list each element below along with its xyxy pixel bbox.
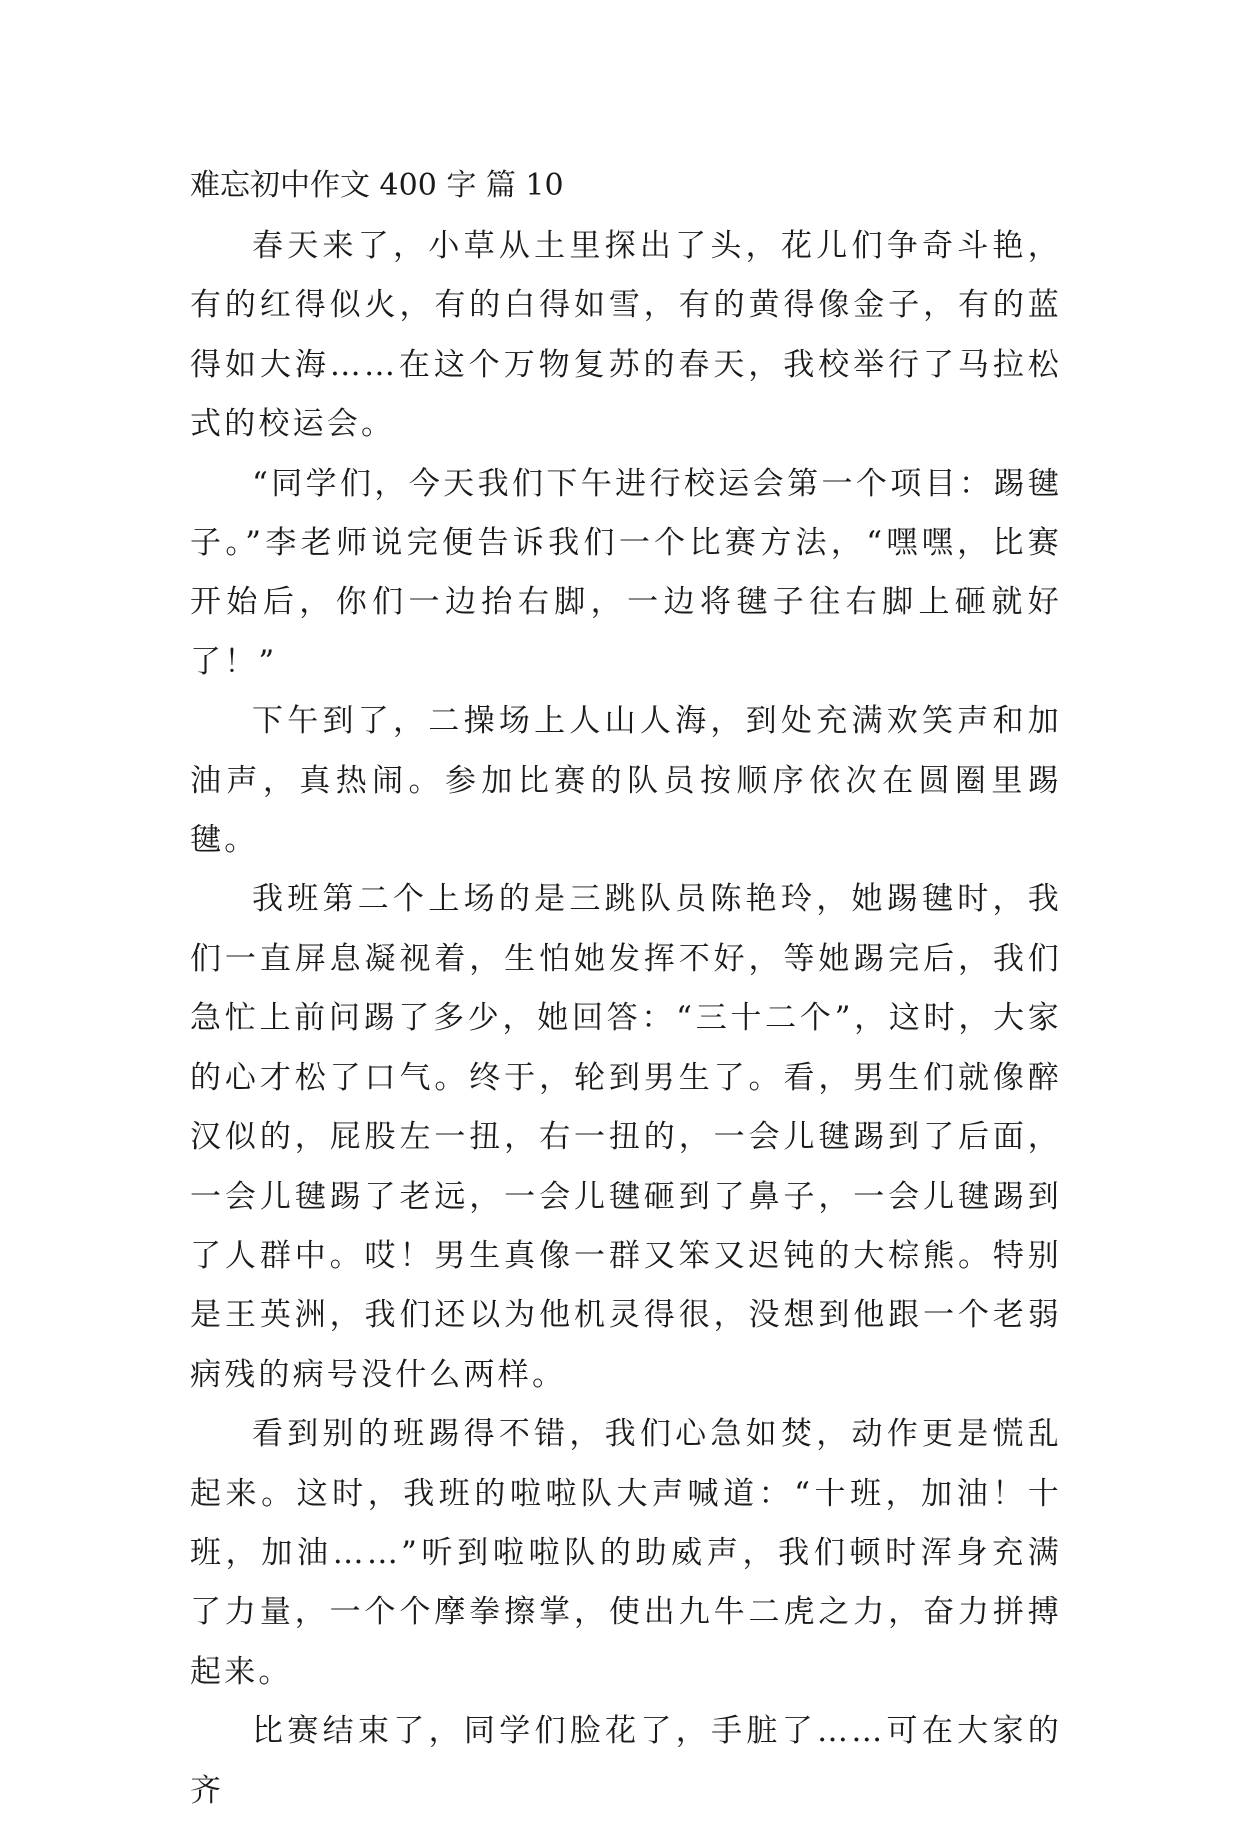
- paragraph-5: 看到别的班踢得不错，我们心急如焚，动作更是慌乱起来。这时，我班的啦啦队大声喊道：“十班，加油！十班，加油……”听到啦啦队的助威声，我们顿时浑身充满了力量，一个个摩拳擦掌，使出九牛二虎之力，奋力拼搏起来。: [190, 1416, 1062, 1690]
- paragraph-4: 我班第二个上场的是三跳队员陈艳玲，她踢毽时，我们一直屏息凝视着，生怕她发挥不好，等她踢完后，我们急忙上前问踢了多少，她回答：“三十二个”，这时，大家的心才松了口气。终于，轮到男生了。看，男生们就像醉汉似的，屁股左一扭，右一扭的，一会儿毽踢到了后面，一会儿毽踢了老远，一会儿毽砸到了鼻子，一会儿毽踢到了人群中。哎！男生真像一群又笨又迟钝的大棕熊。特别是王英洲，我们还以为他机灵得很，没想到他跟一个老弱病残的病号没什么两样。: [190, 881, 1062, 1393]
- paragraph-6: 比赛结束了，同学们脸花了，手脏了……可在大家的齐: [190, 1713, 1062, 1809]
- document-title: 难忘初中作文 400 字 篇 10: [190, 168, 564, 203]
- document-body: [190, 217, 1062, 1821]
- paragraph-3: 下午到了，二操场上人山人海，到处充满欢笑声和加油声，真热闹。参加比赛的队员按顺序依次在圆圈里踢毽。: [190, 703, 1062, 859]
- paragraph-2: “同学们，今天我们下午进行校运会第一个项目：踢毽子。”李老师说完便告诉我们一个比赛方法，“嘿嘿，比赛开始后，你们一边抬右脚，一边将毽子往右脚上砸就好了！”: [190, 465, 1062, 680]
- paragraph-1: 春天来了，小草从土里探出了头，花儿们争奇斗艳，有的红得似火，有的白得如雪，有的黄得像金子，有的蓝得如大海……在这个万物复苏的春天，我校举行了马拉松式的校运会。: [190, 228, 1062, 443]
